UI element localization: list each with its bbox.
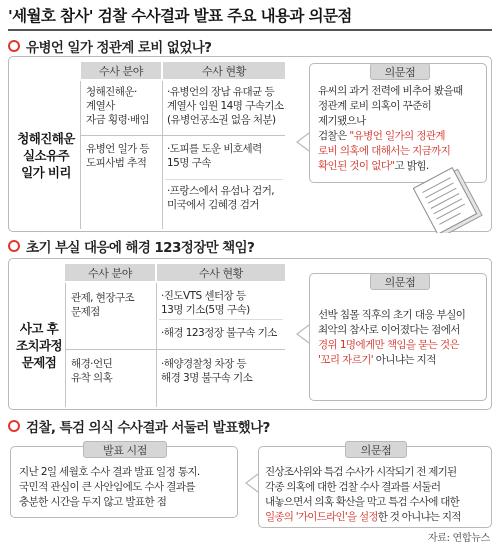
section1-col-status: 수사 현황 — [163, 62, 285, 79]
section1-note-title: 의문점 — [370, 63, 430, 80]
section1-col-field: 수사 분야 — [81, 62, 161, 79]
section1-note-text: 유씨의 과거 전력에 비추어 봤을때 정관계 로비 의혹이 꾸준히 제기됐으나 검찰은 "유병언 일가의 정관계 로비 의혹에 대해서는 지금까지 확인된 것이 없다"고 밝힘. — [318, 85, 463, 172]
section1-heading — [8, 36, 211, 56]
section1-row2-field: 유병언 일가 등 도피사범 추적 — [86, 143, 150, 169]
divider — [65, 283, 66, 407]
document-icon — [413, 165, 493, 233]
divider — [165, 179, 283, 180]
arrow-left-icon — [289, 127, 311, 157]
divider — [159, 319, 283, 320]
section2-note-text: 선박 침몰 직후의 초기 대응 부실이 최악의 참사로 이어졌다는 점에서 경위 1명에게만 책임을 묻는 것은 '꼬리 자르기' 아니냐는 지적 — [318, 309, 466, 366]
section2-col-field: 수사 분야 — [65, 264, 155, 281]
section3-note — [258, 443, 492, 528]
section2-panel — [8, 258, 492, 410]
section1-row1-status: ·유병언의 장남 유대균 등 계열사 임원 14명 구속기소 (유병언공소권 없음 처분) — [167, 86, 284, 126]
section2-heading-text: 초기 부실 대응에 해경 123정장만 책임? — [26, 240, 255, 256]
arrow-left-icon — [238, 468, 260, 498]
section2-row1-status-b: ·해경 123정장 불구속 기소 — [161, 327, 277, 339]
ring-bullet-icon — [8, 420, 20, 432]
section1-panel — [8, 56, 492, 232]
section2-row1-status-a: ·진도VTS 센터장 등 13명 기소(5명 구속) — [161, 290, 250, 316]
section2-row-label: 사고 후 조치과정 문제점 — [16, 320, 62, 370]
section2-heading — [8, 236, 254, 256]
divider — [80, 81, 81, 229]
arrow-left-icon — [289, 319, 311, 349]
section2-row2-field: 해경·언딘 유착 의혹 — [71, 358, 113, 384]
section1-row-label: 청해진해운 실소유주 일가 비리 — [17, 130, 75, 180]
divider — [81, 135, 285, 136]
section3-heading — [8, 416, 270, 436]
title-rule — [8, 29, 492, 31]
ring-bullet-icon — [8, 40, 20, 52]
divider — [66, 349, 285, 350]
divider — [156, 283, 157, 407]
section1-heading-text: 유병언 일가 정관계 로비 없었나? — [26, 40, 212, 56]
source-credit: 자료: 연합뉴스 — [427, 533, 490, 544]
section2-row1-field: 관제, 현장구조 문제점 — [71, 292, 135, 318]
section2-row2-status: ·해양경찰청 차장 등 해경 3명 불구속 기소 — [161, 358, 253, 384]
section2-col-status: 수사 현황 — [157, 264, 285, 281]
section3-note-text: 진상조사위와 특검 수사가 시작되기 전 제기된 각종 의혹에 대한 검찰 수사 결과를 서둘러 내놓으면서 의혹 확산을 막고 특검 수사에 대한 일종의 '가이드라인'을 설정한 것 아니냐는 지적 — [265, 466, 461, 523]
section2-note-title: 의문점 — [370, 273, 430, 290]
divider — [162, 81, 163, 229]
section1-row2-status-a: ·도피를 도운 비호세력 15명 구속 — [167, 143, 262, 169]
section1-row1-field: 청해진해운· 계열사 자금 횡령·배임 — [86, 86, 150, 126]
section3-heading-text: 검찰, 특검 의식 수사결과 서둘러 발표했나? — [26, 420, 270, 436]
section3-note-title: 의문점 — [345, 441, 407, 458]
ring-bullet-icon — [8, 240, 20, 252]
section1-row2-status-b: ·프랑스에서 유섬나 검거, 미국에서 김혜경 검거 — [167, 185, 275, 211]
page-title: '세월호 참사' 검찰 수사결과 발표 주요 내용과 의문점 — [8, 7, 352, 25]
section3-box — [10, 443, 238, 518]
section3-box-title: 발표 시점 — [83, 441, 167, 458]
section3-box-text: 지난 2일 세월호 수사 결과 발표 일정 통지. 국민적 관심이 큰 사안임에도 수사 결과를 충분한 시간을 두지 않고 발표한 점 — [19, 466, 200, 508]
section2-note — [309, 273, 487, 401]
